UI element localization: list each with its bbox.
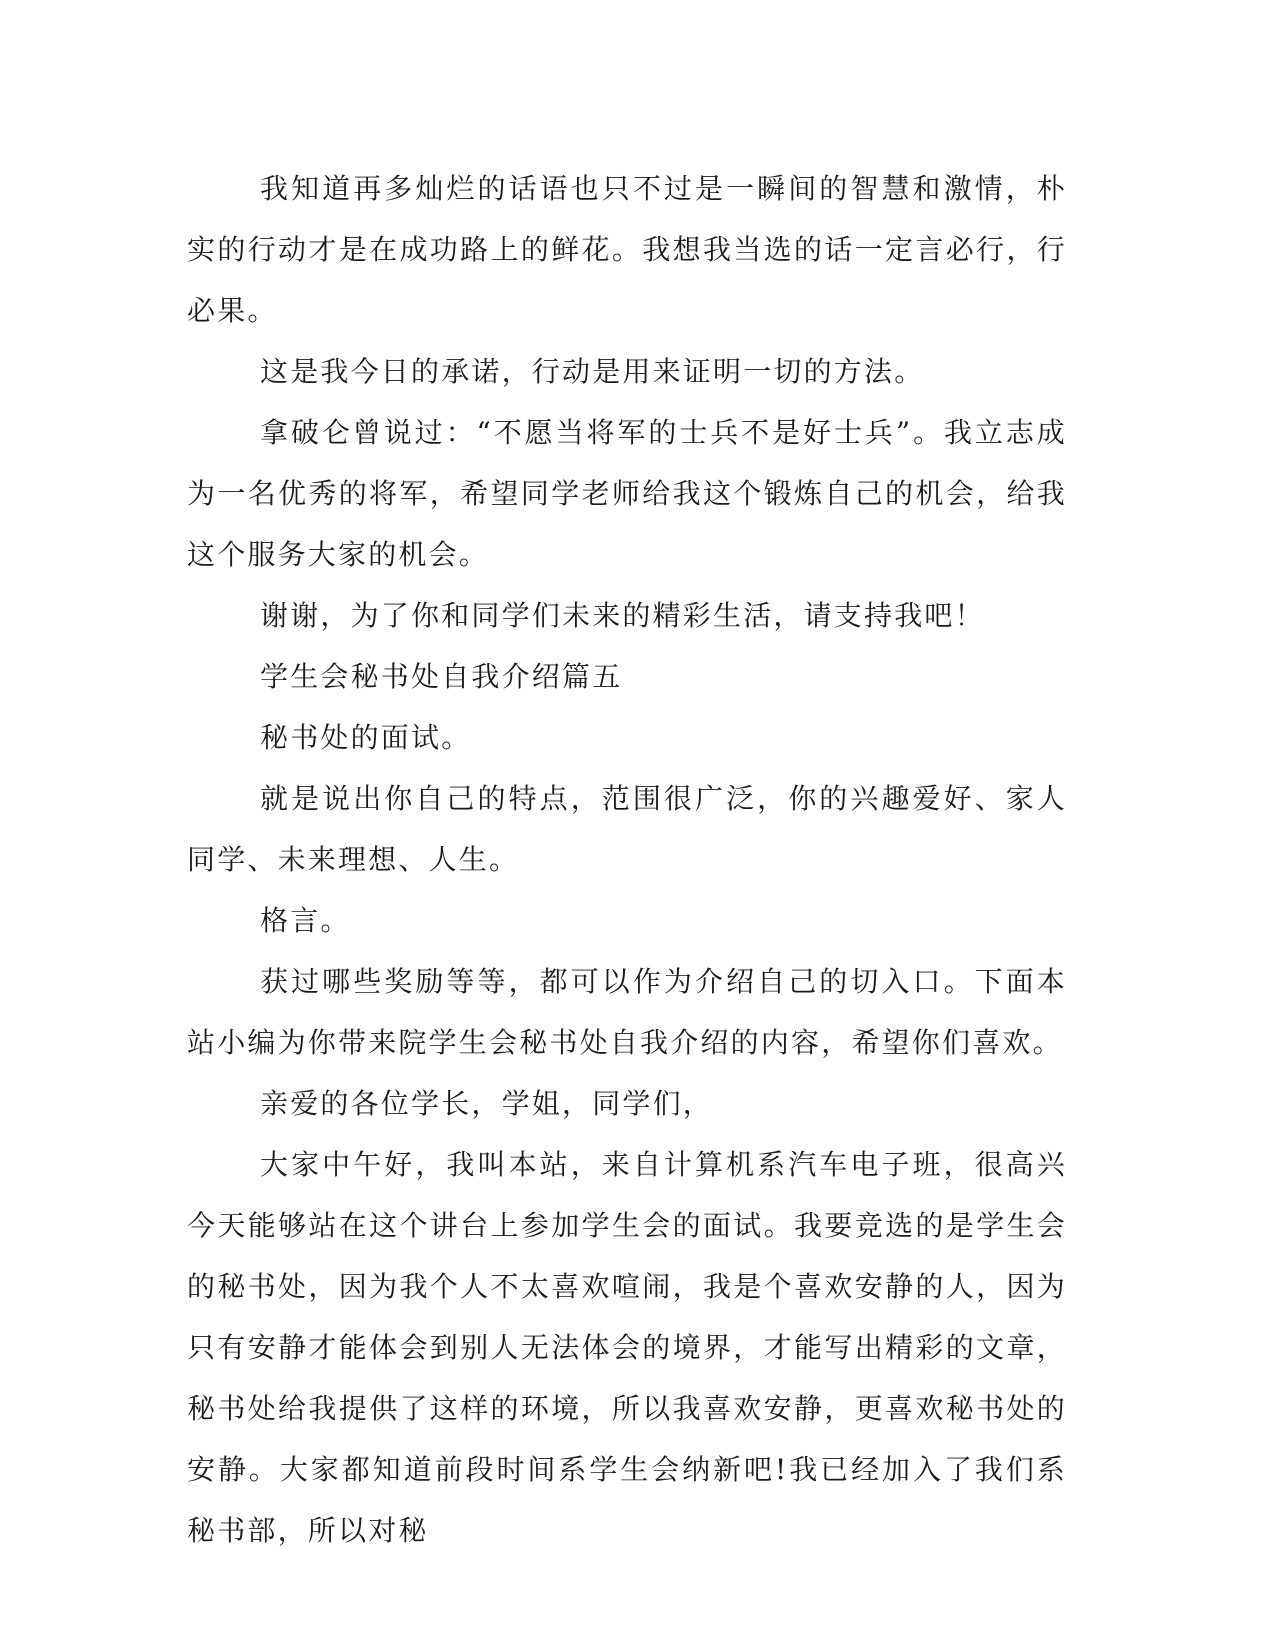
document-body bbox=[187, 158, 1067, 1561]
paragraph-napoleon-quote: 拿破仑曾说过：“不愿当将军的士兵不是好士兵”。我立志成为一名优秀的将军，希望同学老师给我这个锻炼自己的机会，给我这个服务大家的机会。 bbox=[187, 416, 1067, 571]
paragraph-awards: 获过哪些奖励等等，都可以作为介绍自己的切入口。下面本站小编为你带来院学生会秘书处自我介绍的内容，希望你们喜欢。 bbox=[187, 965, 1067, 1059]
paragraph-promise-action: 我知道再多灿烂的话语也只不过是一瞬间的智慧和激情，朴实的行动才是在成功路上的鲜花。我想我当选的话一定言必行，行必果。 bbox=[187, 172, 1067, 327]
paragraph-interview: 秘书处的面试。 bbox=[260, 721, 472, 754]
paragraph-motto: 格言。 bbox=[260, 904, 351, 937]
paragraph-commitment: 这是我今日的承诺，行动是用来证明一切的方法。 bbox=[260, 355, 925, 388]
paragraph-thanks: 谢谢，为了你和同学们未来的精彩生活，请支持我吧！ bbox=[260, 599, 985, 632]
section-heading-part-five: 学生会秘书处自我介绍篇五 bbox=[260, 660, 623, 693]
paragraph-greeting: 亲爱的各位学长，学姐，同学们， bbox=[260, 1087, 714, 1120]
paragraph-characteristics: 就是说出你自己的特点，范围很广泛，你的兴趣爱好、家人同学、未来理想、人生。 bbox=[187, 782, 1067, 876]
paragraph-self-introduction: 大家中午好，我叫本站，来自计算机系汽车电子班，很高兴今天能够站在这个讲台上参加学生会的面试。我要竞选的是学生会的秘书处，因为我个人不太喜欢喧闹，我是个喜欢安静的人，因为只有安静才能体会到别人无法体会的境界，才能写出精彩的文章，秘书处给我提供了这样的环境，所以我喜欢安静，更喜欢秘书处的安静。大家都知道前段时间系学生会纳新吧!我已经加入了我们系秘书部，所以对秘 bbox=[187, 1148, 1067, 1547]
